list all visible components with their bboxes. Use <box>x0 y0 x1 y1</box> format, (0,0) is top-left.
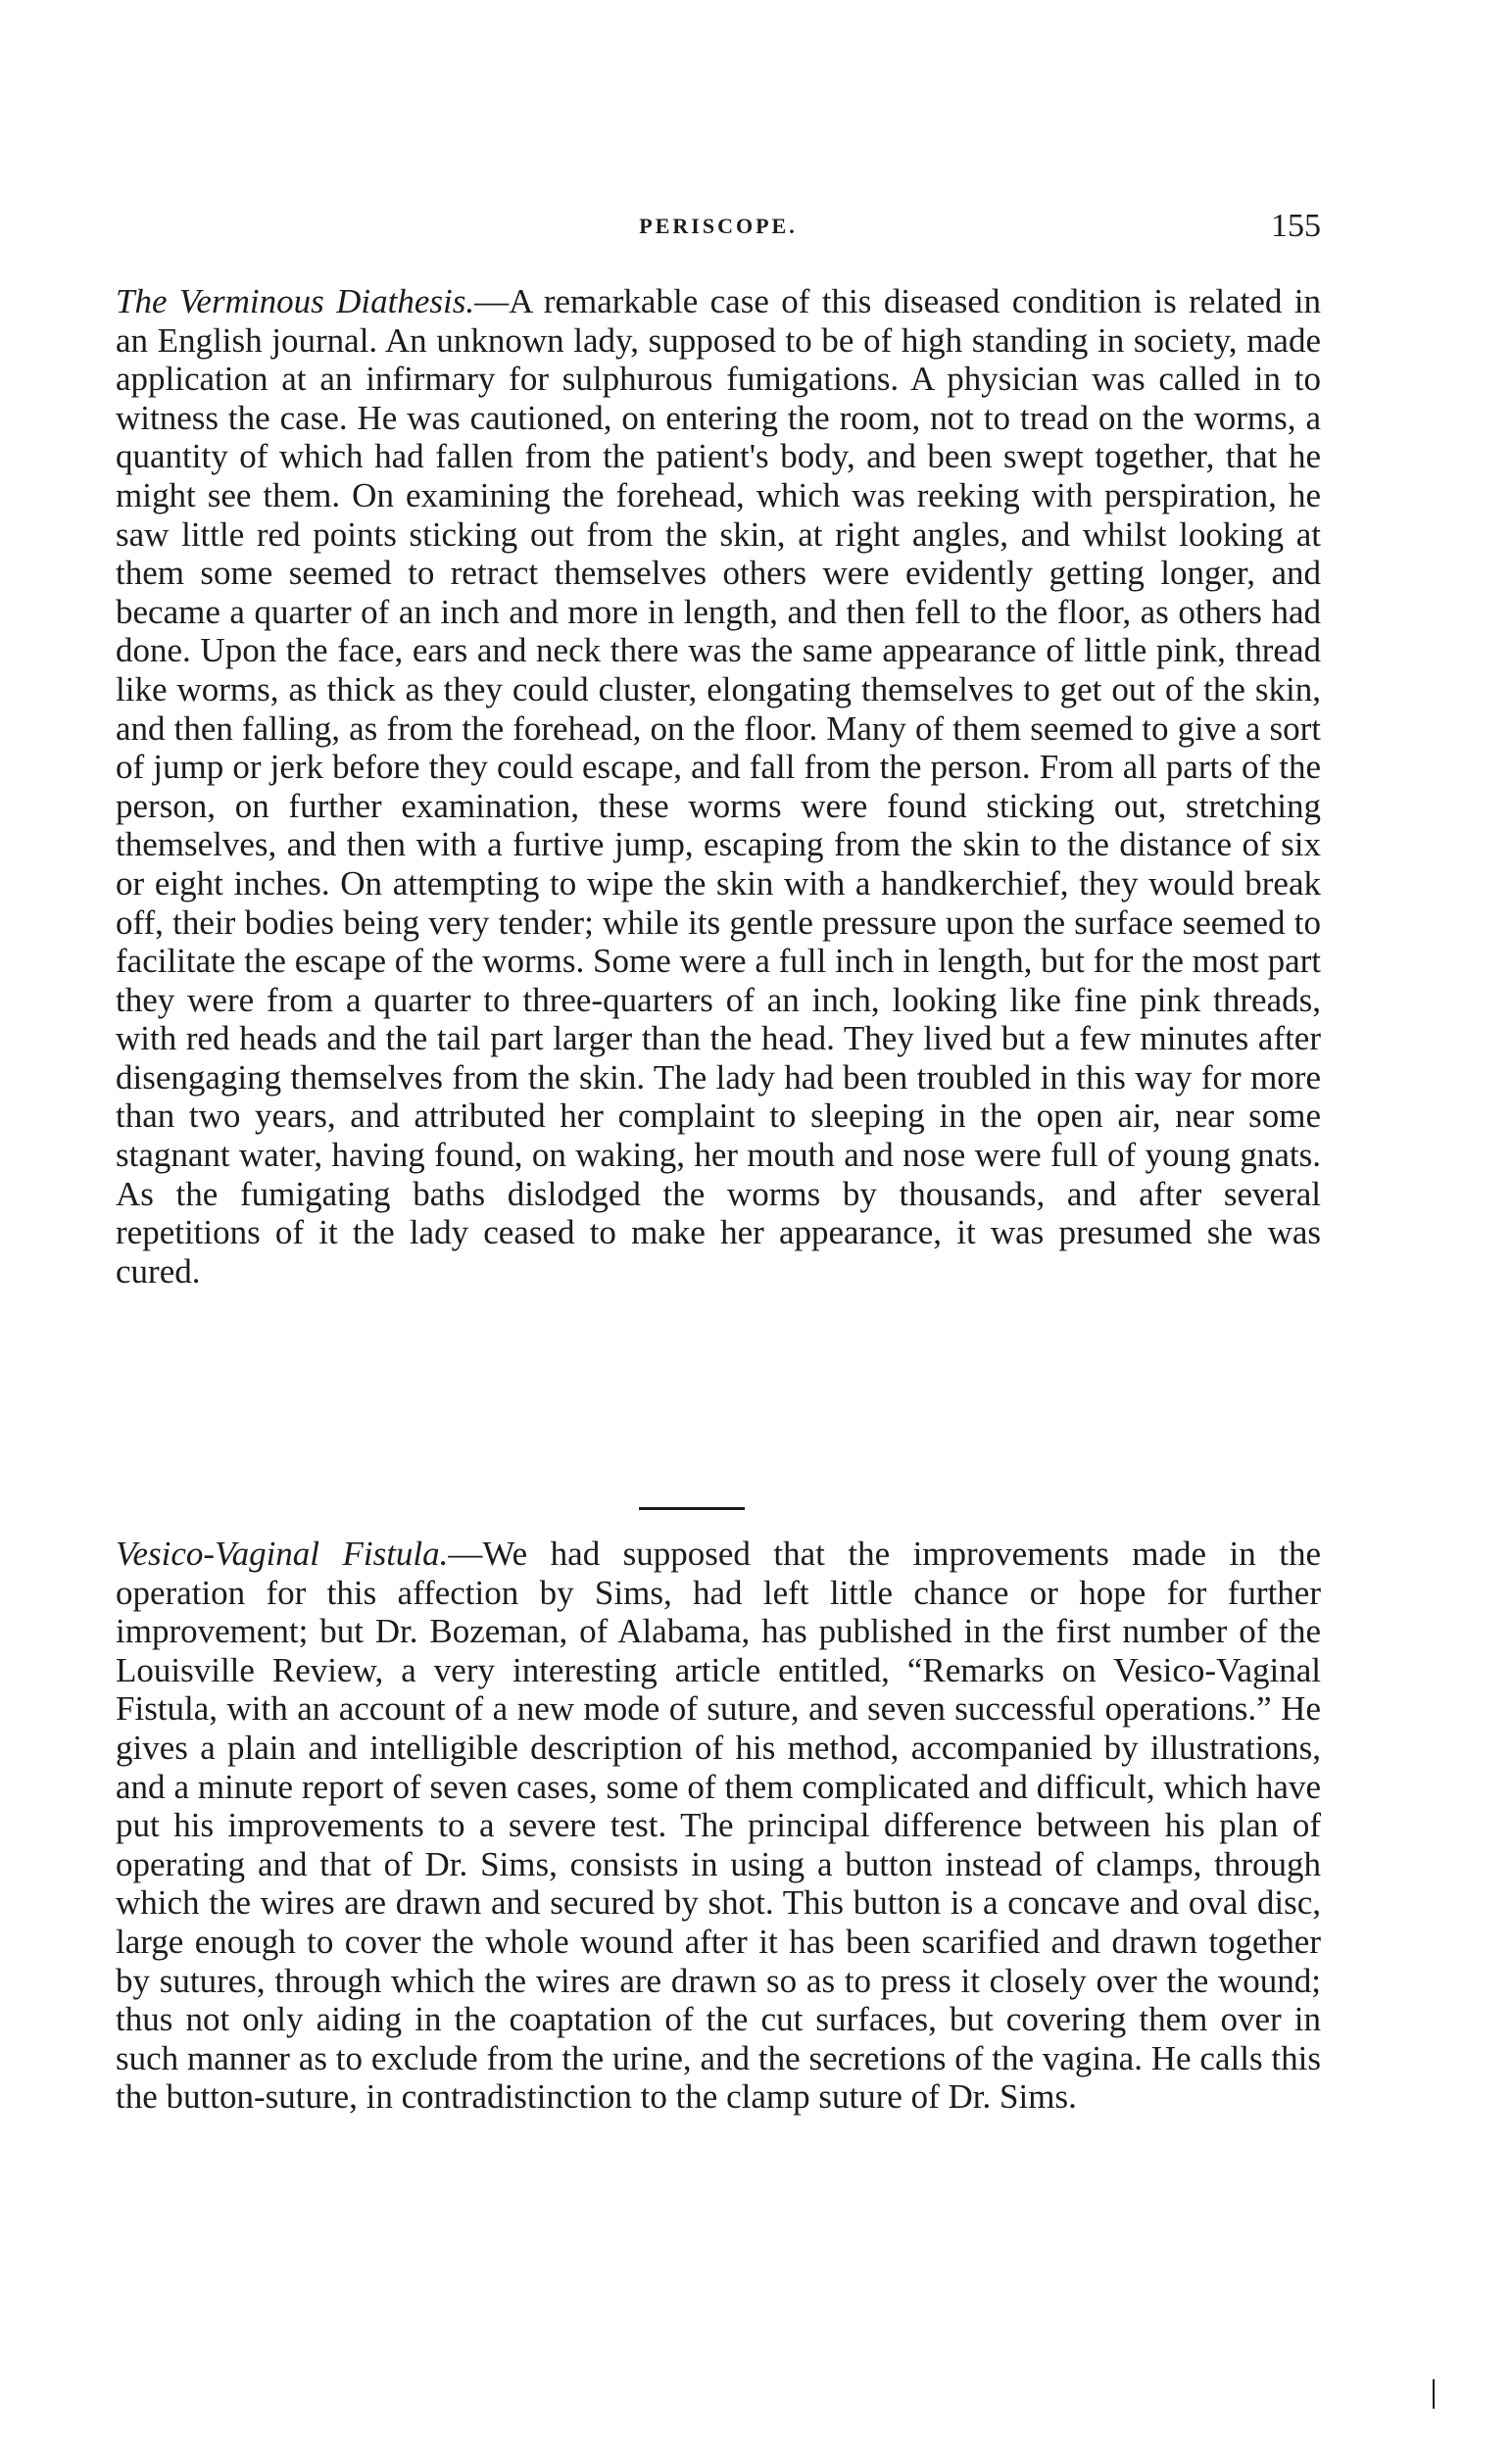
article-verminous-diathesis <box>116 282 1321 1291</box>
section-divider <box>639 1507 745 1510</box>
article-body: We had supposed that the improvements made in the operation for this affection by Sims, had left little chance or hope for further improvement; but Dr. Bozeman, of Alabama, has published in the first number of the Louisville Review, a very interesting article entitled, “Remarks on Vesico-Vaginal Fistula, with an account of a new mode of suture, and seven successful operations.” He gives a plain and intelligible description of his method, accompanied by illustrations, and a minute report of seven cases, some of them complicated and difficult, which have put his improvements to a severe test. The principal difference between his plan of operating and that of Dr. Sims, consists in using a button instead of clamps, through which the wires are drawn and secured by shot. This button is a concave and oval disc, large enough to cover the whole wound after it has been scarified and drawn together by sutures, through which the wires are drawn so as to press it closely over the wound; thus not only aiding in the coaptation of the cut surfaces, but covering them over in such manner as to exclude from the urine, and the secretions of the vagina. He calls this the button-suture, in contradistinction to the clamp suture of Dr. Sims. <box>116 1535 1321 2117</box>
page-number: 155 <box>1271 208 1321 244</box>
scan-edge-mark <box>1433 2379 1435 2409</box>
title-dash: — <box>474 282 510 320</box>
running-head: PERISCOPE. <box>639 214 798 238</box>
article-body: A remarkable case of this diseased condition is related in an English journal. An unknown lady, supposed to be of high standing in society, made application at an infirmary for sulphurous fumigations. A physician was called in to witness the case. He was cautioned, on entering the room, not to tread on the worms, a quantity of which had fallen from the patient's body, and been swept together, that he might see them. On examining the forehead, which was reeking with perspiration, he saw little red points sticking out from the skin, at right angles, and whilst looking at them some seemed to retract themselves others were evidently getting longer, and became a quarter of an inch and more in length, and then fell to the floor, as others had done. Upon the face, ears and neck there was the same appearance of little pink, thread like worms, as thick as they could cluster, elongating themselves to get out of the skin, and then falling, as from the forehead, on the floor. Many of them seemed to give a sort of jump or jerk before they could escape, and fall from the person. From all parts of the person, on further examination, these worms were found sticking out, stretching themselves, and then with a furtive jump, escaping from the skin to the distance of six or eight inches. On attempting to wipe the skin with a handkerchief, they would break off, their bodies being very tender; while its gentle pressure upon the surface seemed to facilitate the escape of the worms. Some were a full inch in length, but for the most part they were from a quarter to three-quarters of an inch, looking like fine pink threads, with red heads and the tail part larger than the head. They lived but a few minutes after disengaging themselves from the skin. The lady had been troubled in this way for more than two years, and attributed her complaint to sleeping in the open air, near some stagnant water, having found, on waking, her mouth and nose were full of young gnats. As the fumigating baths dislodged the worms by thousands, and after several repetitions of it the lady ceased to make her appearance, it was presumed she was cured. <box>116 282 1322 1291</box>
article-title: Vesico-Vaginal Fistula. <box>116 1535 449 1573</box>
article-vesico-vaginal-fistula <box>116 1535 1321 2117</box>
article-title: The Verminous Diathesis. <box>116 282 475 320</box>
title-dash: — <box>448 1535 483 1573</box>
page-header <box>116 208 1321 253</box>
